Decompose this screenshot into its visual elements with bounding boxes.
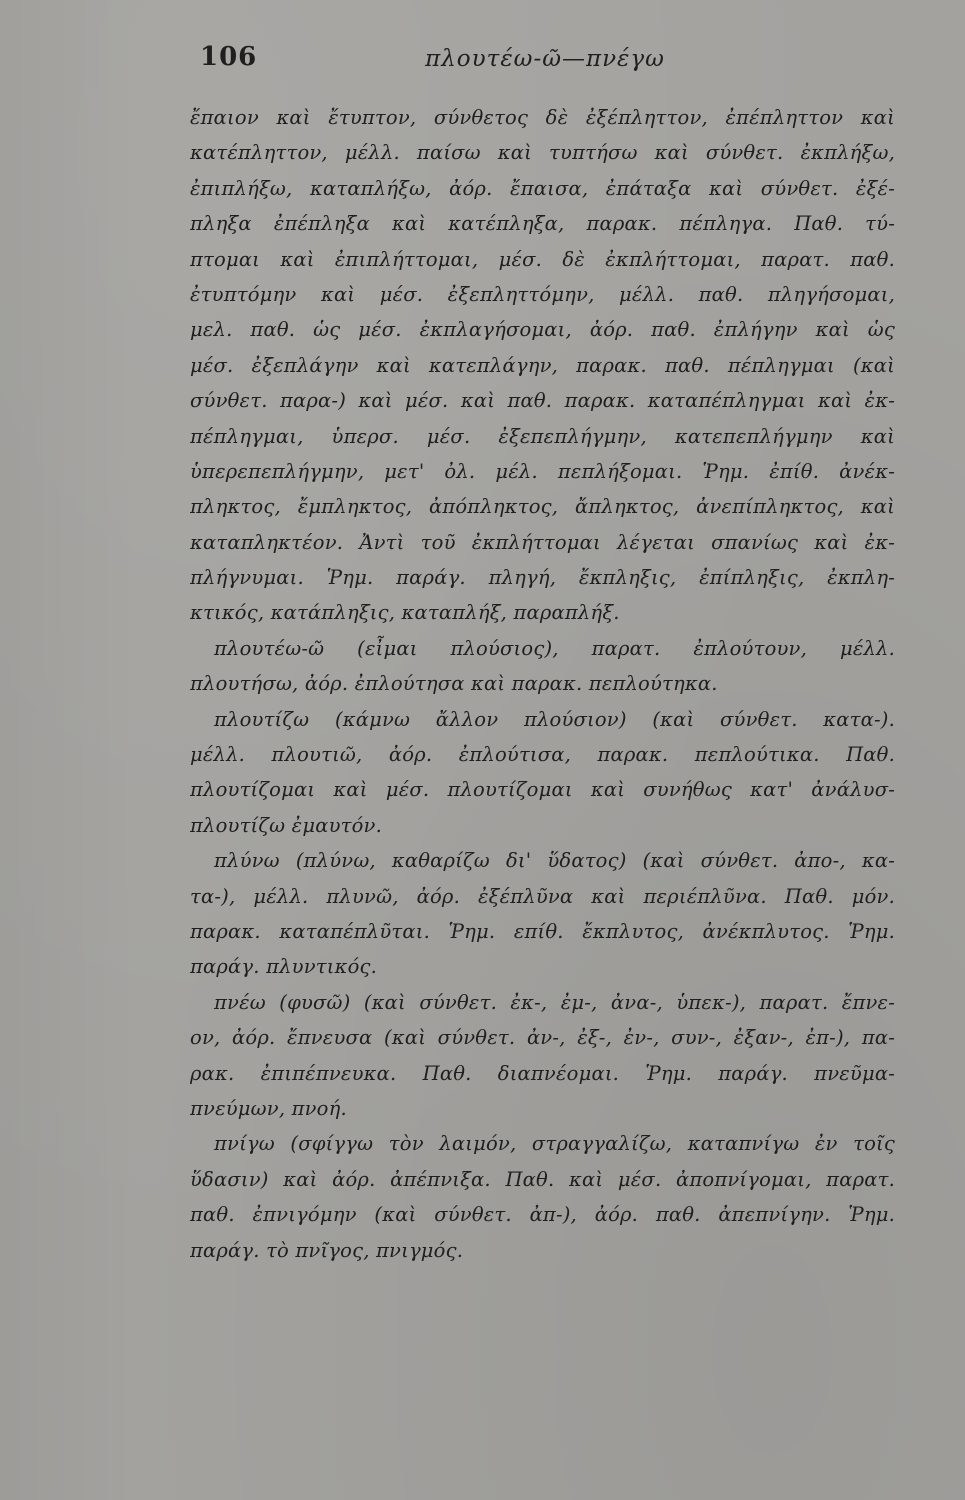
text-line: τα-), μέλλ. πλυνῶ, ἀόρ. ἐξέπλῦνα καὶ περιέπλῦνα. Παθ. μόν.: [190, 884, 895, 908]
text-line: μέλλ. πλουτιῶ, ἀόρ. ἐπλούτισα, παρακ. πεπλούτικα. Παθ.: [190, 743, 895, 767]
text-line: κτικός, κατάπληξις, καταπλήξ, παραπλήξ.: [190, 601, 620, 625]
page-shadow: [0, 0, 140, 1500]
text-line: ἐτυπτόμην καὶ μέσ. ἐξεπληττόμην, μέλλ. παθ. πληγήσομαι,: [190, 282, 895, 306]
text-line: κατέπληττον, μέλλ. παίσω καὶ τυπτήσω καὶ σύνθετ. ἐκπλήξω,: [190, 141, 895, 165]
entry-line: πνέω (φυσῶ) (καὶ σύνθετ. ἐκ-, ἐμ-, ἀνα-, ὑπεκ-), παρατ. ἔπνε-: [214, 990, 895, 1014]
text-line: πέπληγμαι, ὑπερσ. μέσ. ἐξεπεπλήγμην, κατεπεπλήγμην καὶ: [190, 424, 895, 448]
entry-line: πλύνω (πλύνω, καθαρίζω δι' ὕδατος) (καὶ σύνθετ. ἀπο-, κα-: [214, 849, 895, 873]
text-line: καταπληκτέον. Ἀντὶ τοῦ ἐκπλήττομαι λέγεται σπανίως καὶ ἐκ-: [190, 530, 895, 554]
entry-line: πλουτέω-ῶ (εἶμαι πλούσιος), παρατ. ἐπλούτουν, μέλλ.: [214, 636, 895, 660]
text-line: παράγ. πλυντικός.: [190, 955, 378, 979]
text-line: πλουτήσω, ἀόρ. ἐπλούτησα καὶ παρακ. πεπλούτηκα.: [190, 672, 718, 696]
text-line: ἔπαιον καὶ ἔτυπτον, σύνθετος δὲ ἐξέπληττον, ἐπέπληττον καὶ: [190, 106, 895, 129]
text-line: σύνθετ. παρα-) καὶ μέσ. καὶ παθ. παρακ. καταπέπληγμαι καὶ ἐκ-: [190, 389, 895, 413]
text-line: μελ. παθ. ὡς μέσ. ἐκπλαγήσομαι, ἀόρ. παθ. ἐπλήγην καὶ ὡς: [190, 318, 895, 342]
text-line: πλουτίζω ἐμαυτόν.: [190, 813, 383, 837]
text-line: πληξα ἐπέπληξα καὶ κατέπληξα, παρακ. πέπληγα. Παθ. τύ-: [190, 212, 895, 236]
text-line: ἐπιπλήξω, καταπλήξω, ἀόρ. ἔπαισα, ἐπάταξα καὶ σύνθετ. ἐξέ-: [190, 176, 895, 200]
text-line: πνεύμων, πνοή.: [190, 1096, 347, 1120]
running-head: πλουτέω-ῶ—πνέγω: [425, 46, 665, 72]
text-line: μέσ. ἐξεπλάγην καὶ κατεπλάγην, παρακ. παθ. πέπληγμαι (καὶ: [190, 353, 895, 377]
text-line: ὕδασιν) καὶ ἀόρ. ἀπέπνιξα. Παθ. καὶ μέσ. ἀποπνίγομαι, παρατ.: [190, 1167, 895, 1191]
text-line: ὑπερεπεπλήγμην, μετ' ὀλ. μέλ. πεπλήξομαι. Ῥημ. ἐπίθ. ἀνέκ-: [190, 459, 895, 483]
text-line: ρακ. ἐπιπέπνευκα. Παθ. διαπνέομαι. Ῥημ. παράγ. πνεῦμα-: [190, 1061, 895, 1085]
text-line: πλουτίζομαι καὶ μέσ. πλουτίζομαι καὶ συνήθως κατ' ἀνάλυσ-: [190, 778, 895, 802]
dictionary-text: [190, 100, 895, 1268]
page-number: 106: [200, 42, 258, 72]
text-line: παρακ. καταπέπλῦται. Ῥημ. επίθ. ἔκπλυτος, ἀνέκπλυτος. Ῥημ.: [190, 919, 895, 943]
text-line: πλήγνυμαι. Ῥημ. παράγ. πληγή, ἔκπληξις, ἐπίπληξις, ἐκπλη-: [190, 566, 895, 590]
text-line: πληκτος, ἔμπληκτος, ἀπόπληκτος, ἄπληκτος, ἀνεπίπληκτος, καὶ: [190, 495, 895, 519]
text-line: ον, ἀόρ. ἔπνευσα (καὶ σύνθετ. ἀν-, ἐξ-, ἐν-, συν-, ἐξαν-, ἐπ-), πα-: [190, 1026, 895, 1050]
page-header: [200, 42, 890, 82]
text-line: παθ. ἐπνιγόμην (καὶ σύνθετ. ἀπ-), ἀόρ. παθ. ἀπεπνίγην. Ῥημ.: [190, 1203, 895, 1227]
text-line: παράγ. τὸ πνῖγος, πνιγμός.: [190, 1238, 464, 1262]
entry-line: πλουτίζω (κάμνω ἄλλον πλούσιον) (καὶ σύνθετ. κατα-).: [214, 707, 895, 731]
entry-line: πνίγω (σφίγγω τὸν λαιμόν, στραγγαλίζω, καταπνίγω ἐν τοῖς: [214, 1132, 895, 1156]
text-line: πτομαι καὶ ἐπιπλήττομαι, μέσ. δὲ ἐκπλήττομαι, παρατ. παθ.: [190, 247, 895, 271]
